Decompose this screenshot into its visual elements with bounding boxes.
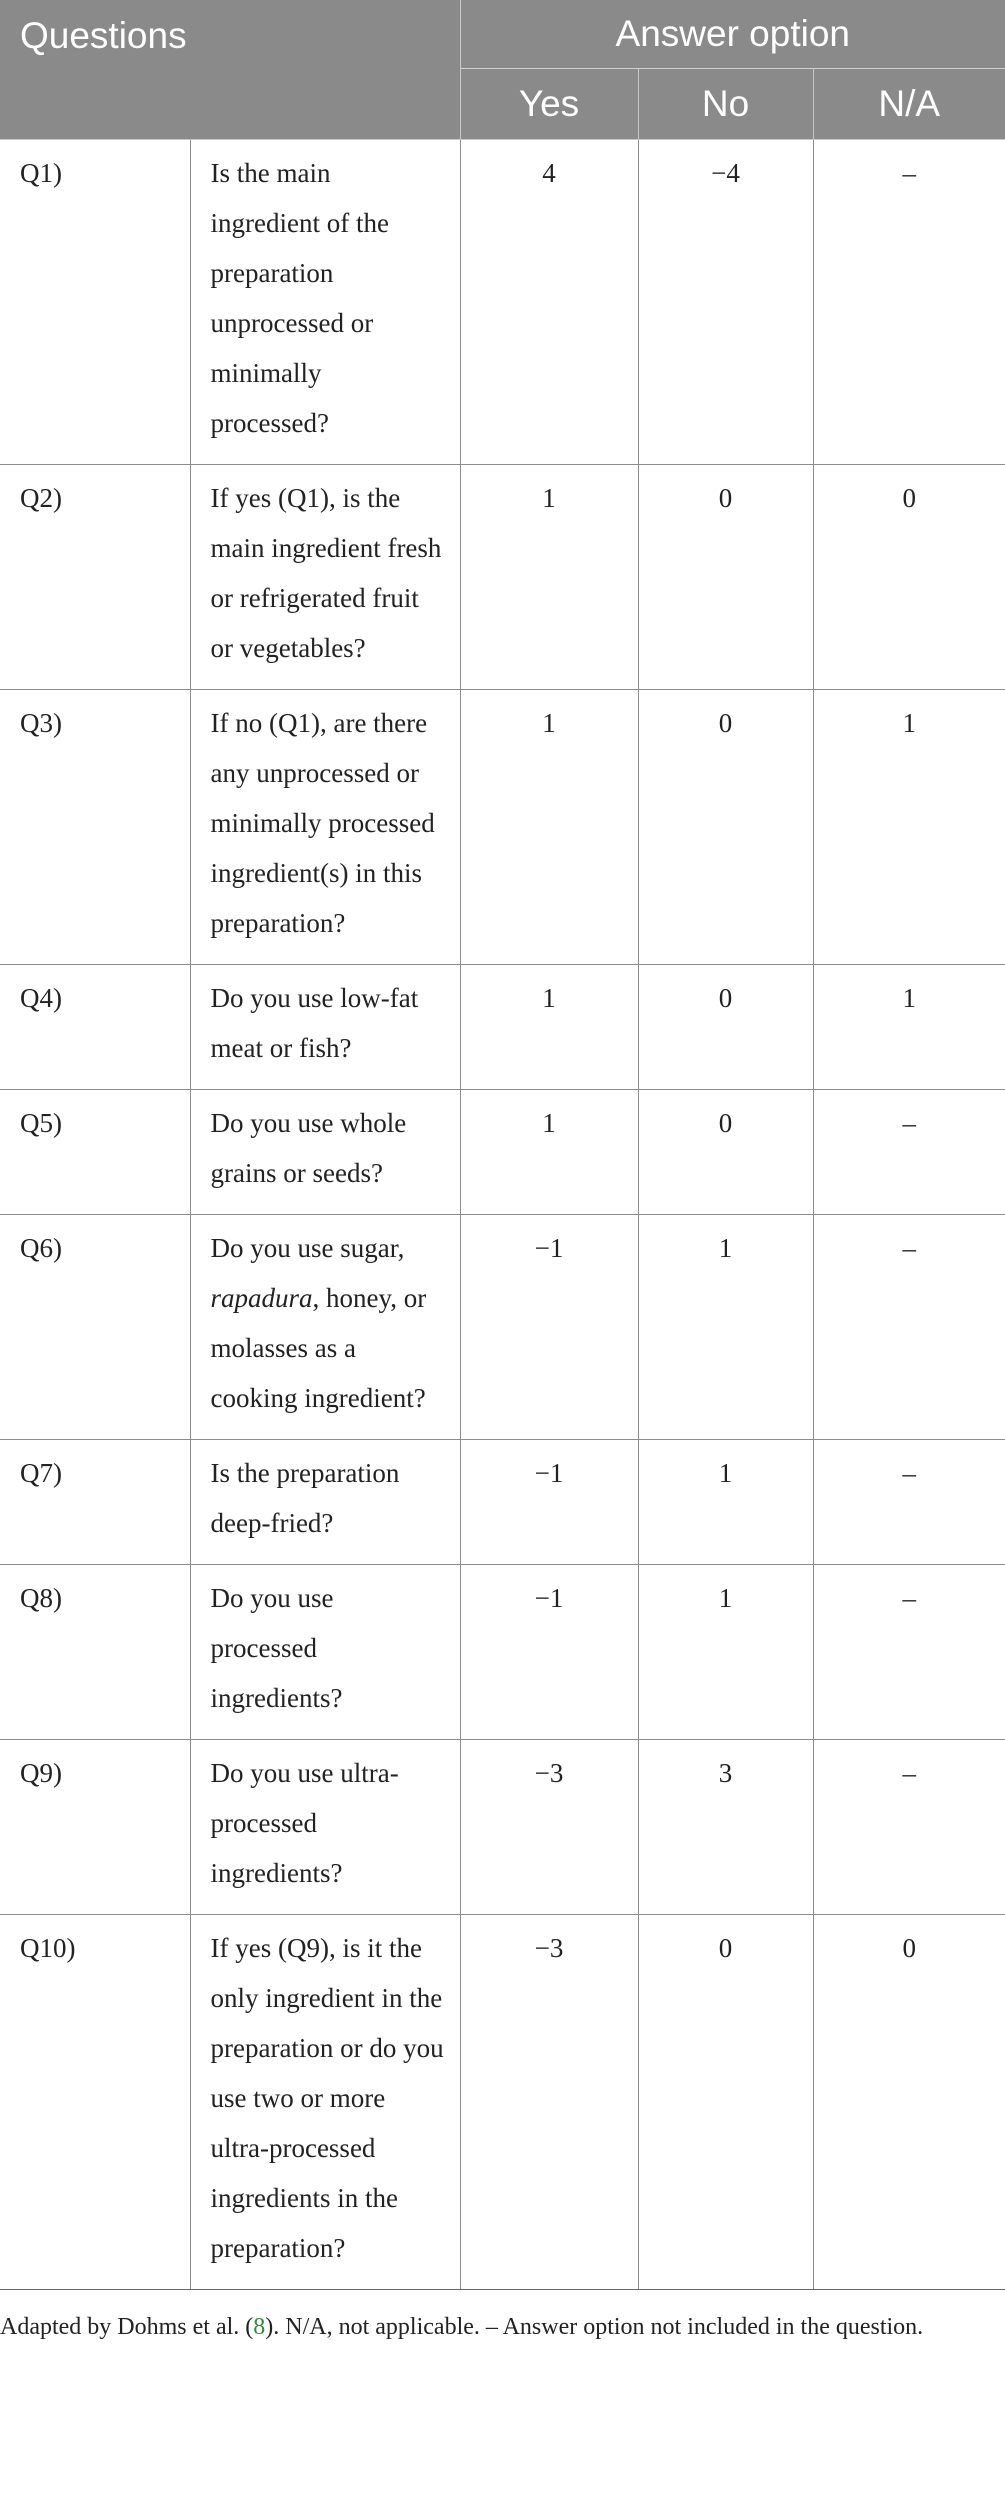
question-text: Is the main ingredient of the preparation unprocessed or minimally processed? xyxy=(190,140,460,465)
table-body xyxy=(0,140,1005,2290)
table-row xyxy=(0,1215,1005,1440)
na-score: – xyxy=(813,1440,1005,1565)
na-score: – xyxy=(813,1740,1005,1915)
header-na: N/A xyxy=(813,69,1005,140)
no-score: 1 xyxy=(638,1440,813,1565)
question-text: Do you use whole grains or seeds? xyxy=(190,1090,460,1215)
table-row xyxy=(0,1565,1005,1740)
question-text: If no (Q1), are there any unprocessed or minimally processed ingredient(s) in this preparation? xyxy=(190,690,460,965)
table-row xyxy=(0,965,1005,1090)
no-score: 0 xyxy=(638,465,813,690)
no-score: 0 xyxy=(638,690,813,965)
na-score: 1 xyxy=(813,965,1005,1090)
no-score: 0 xyxy=(638,1090,813,1215)
question-text: Is the preparation deep-fried? xyxy=(190,1440,460,1565)
question-id: Q1) xyxy=(0,140,190,465)
na-score: – xyxy=(813,1090,1005,1215)
table-footnote xyxy=(0,2290,1005,2347)
question-id: Q9) xyxy=(0,1740,190,1915)
na-score: 0 xyxy=(813,1915,1005,2290)
question-text: If yes (Q9), is it the only ingredient in the preparation or do you use two or more ultra-processed ingredients in the preparation? xyxy=(190,1915,460,2290)
yes-score: 1 xyxy=(460,965,638,1090)
yes-score: 1 xyxy=(460,690,638,965)
question-id: Q2) xyxy=(0,465,190,690)
yes-score: −1 xyxy=(460,1215,638,1440)
table-row xyxy=(0,1915,1005,2290)
question-id: Q10) xyxy=(0,1915,190,2290)
table-row xyxy=(0,1740,1005,1915)
yes-score: −1 xyxy=(460,1440,638,1565)
no-score: 0 xyxy=(638,1915,813,2290)
question-text-end: , honey, or molasses as a cooking ingredient? xyxy=(210,1283,427,1413)
no-score: −4 xyxy=(638,140,813,465)
header-no: No xyxy=(638,69,813,140)
citation-link[interactable]: 8 xyxy=(253,2314,266,2340)
question-text xyxy=(190,1215,460,1440)
table-row xyxy=(0,465,1005,690)
yes-score: −3 xyxy=(460,1740,638,1915)
na-score: – xyxy=(813,1215,1005,1440)
question-id: Q4) xyxy=(0,965,190,1090)
yes-score: −1 xyxy=(460,1565,638,1740)
table-row xyxy=(0,1090,1005,1215)
yes-score: −3 xyxy=(460,1915,638,2290)
na-score: – xyxy=(813,140,1005,465)
table-row xyxy=(0,1440,1005,1565)
question-id: Q8) xyxy=(0,1565,190,1740)
na-score: 1 xyxy=(813,690,1005,965)
header-answer-option: Answer option xyxy=(460,0,1005,69)
no-score: 0 xyxy=(638,965,813,1090)
question-text: Do you use ultra-processed ingredients? xyxy=(190,1740,460,1915)
na-score: 0 xyxy=(813,465,1005,690)
footnote-text-start: Adapted by Dohms et al. ( xyxy=(0,2314,254,2340)
header-questions: Questions xyxy=(0,0,460,140)
yes-score: 1 xyxy=(460,1090,638,1215)
question-text: Do you use low-fat meat or fish? xyxy=(190,965,460,1090)
yes-score: 4 xyxy=(460,140,638,465)
table-header xyxy=(0,0,1005,140)
question-id: Q3) xyxy=(0,690,190,965)
footnote-text-end: ). N/A, not applicable. – Answer option not included in the question. xyxy=(265,2314,924,2340)
yes-score: 1 xyxy=(460,465,638,690)
question-id: Q6) xyxy=(0,1215,190,1440)
no-score: 1 xyxy=(638,1215,813,1440)
no-score: 3 xyxy=(638,1740,813,1915)
question-text: If yes (Q1), is the main ingredient fresh or refrigerated fruit or vegetables? xyxy=(190,465,460,690)
question-text-start: Do you use sugar, xyxy=(210,1233,405,1263)
question-text: Do you use processed ingredients? xyxy=(190,1565,460,1740)
question-id: Q7) xyxy=(0,1440,190,1565)
question-text-italic-term: rapadura xyxy=(210,1283,313,1313)
question-id: Q5) xyxy=(0,1090,190,1215)
no-score: 1 xyxy=(638,1565,813,1740)
table-row xyxy=(0,140,1005,465)
header-yes: Yes xyxy=(460,69,638,140)
table-row xyxy=(0,690,1005,965)
na-score: – xyxy=(813,1565,1005,1740)
